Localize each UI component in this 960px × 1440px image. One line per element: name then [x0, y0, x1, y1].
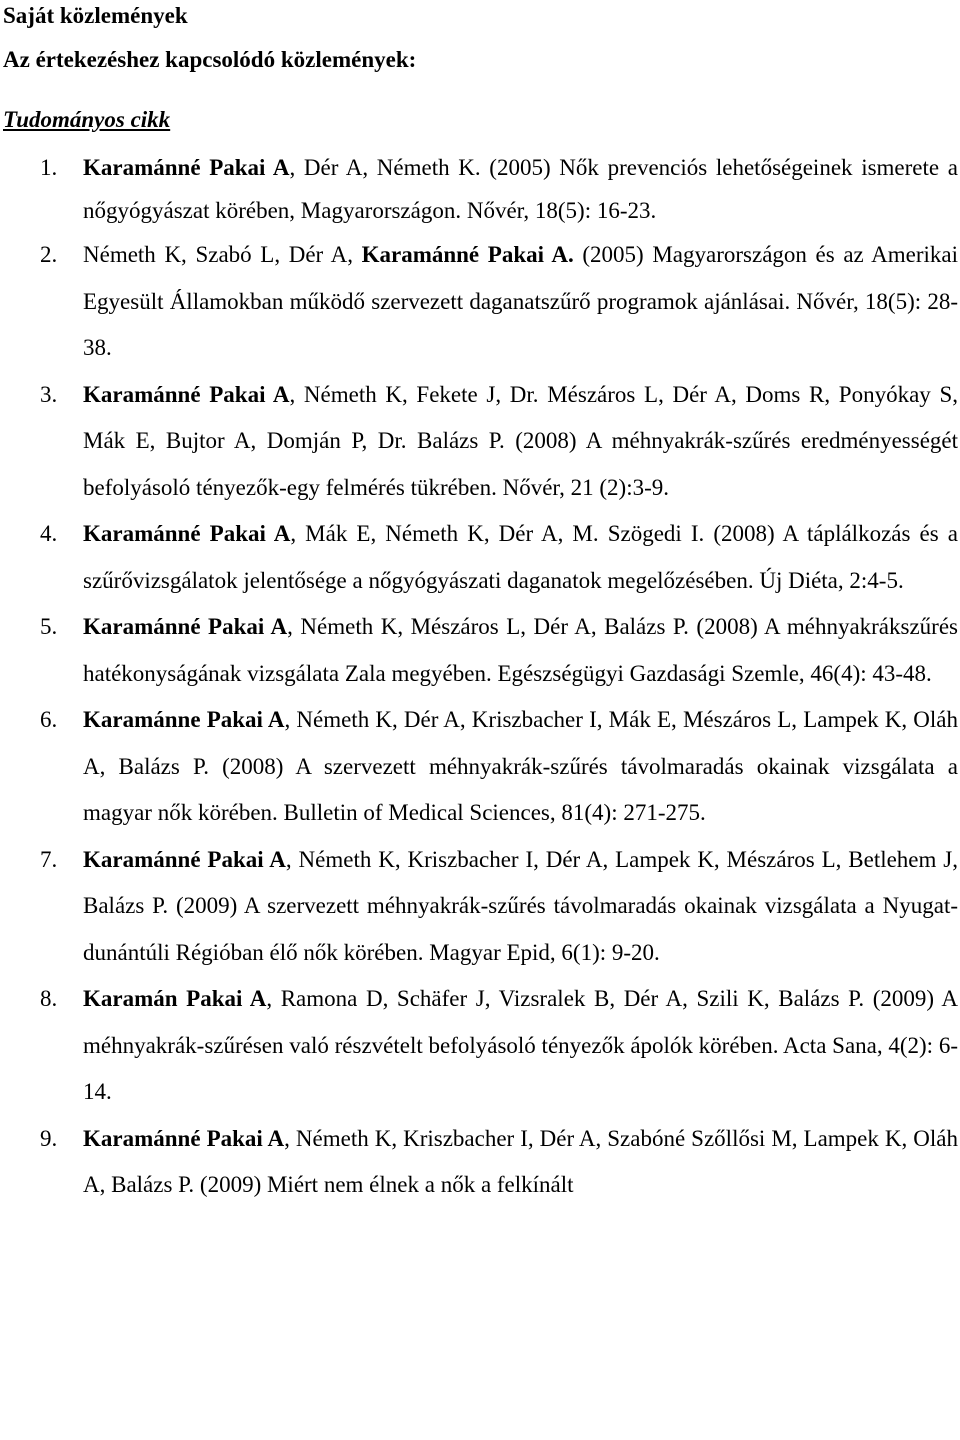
- publication-author-bold: Karamánné Pakai A: [83, 381, 290, 407]
- publication-author-bold: Karamánne Pakai A: [83, 707, 285, 732]
- publication-text: , Németh K, Dér A, Kriszbacher I, Mák E, Mészáros L, Lampek K, Oláh A, Balázs P. (2008) A szervezett méhnyakrák-szűrés távolmaradás okainak vizsgálata a magyar nők körében. Bulletin of Medical Sciences, 81(4): 271-275.: [83, 707, 958, 825]
- publication-item: [0, 976, 958, 1116]
- publication-number: 2.: [40, 242, 58, 267]
- publication-text: , Németh K, Fekete J, Dr. Mészáros L, Dér A, Doms R, Ponyókay S, Mák E, Bujtor A, Domján P, Dr. Balázs P. (2008) A méhnyakrák-szűrés eredményességét befolyásoló tényezők-egy felmérés tükrében. Nővér, 21 (2):3-9.: [83, 381, 959, 500]
- publication-item: [0, 372, 958, 512]
- publication-number: 6.: [40, 707, 58, 732]
- publication-author-bold: Karamánné Pakai A.: [361, 242, 574, 267]
- publication-author-bold: Karamánné Pakai A: [83, 155, 290, 180]
- publication-author-bold: Karamánné Pakai A: [83, 614, 288, 639]
- publication-item: [0, 604, 958, 697]
- publication-number: 5.: [40, 614, 58, 639]
- publication-author-bold: Karamánné Pakai A: [83, 1125, 285, 1151]
- publication-text: , Németh K, Kriszbacher I, Dér A, Szabóné Szőllősi M, Lampek K, Oláh A, Balázs P. (2009) Miért nem élnek a nők a felkínált: [83, 1125, 958, 1197]
- publication-text: , Németh K, Mészáros L, Dér A, Balázs P. (2008) A méhnyakrákszűrés hatékonyságának vizsgálata Zala megyében. Egészségügyi Gazdasági Szemle, 46(4): 43-48.: [83, 614, 958, 686]
- publication-list: [0, 146, 958, 1209]
- publication-number: 1.: [40, 155, 58, 180]
- publication-text: (2005) Magyarországon és az Amerikai Egyesült Államokban működő szervezett daganatszűrő programok ajánlásai. Nővér, 18(5): 28-38.: [83, 242, 958, 360]
- publication-item: [0, 1116, 958, 1209]
- publication-item: [0, 232, 958, 372]
- publication-item: [0, 511, 958, 604]
- publication-text-pre: Németh K, Szabó L, Dér A,: [83, 242, 362, 267]
- publication-number: 4.: [40, 521, 58, 546]
- publication-author-bold: Karamánné Pakai A: [83, 846, 286, 872]
- publication-number: 9.: [40, 1125, 58, 1151]
- publication-item: [0, 146, 958, 232]
- section-heading: Az értekezéshez kapcsolódó közlemények:: [3, 47, 417, 72]
- publication-text: , Dér A, Németh K. (2005) Nők prevenciós lehetőségeinek ismerete a nőgyógyászat körében, Magyarországon. Nővér, 18(5): 16-23.: [83, 155, 958, 223]
- publication-text: , Mák E, Németh K, Dér A, M. Szögedi I. (2008) A táplálkozás és a szűrővizsgálatok jelentősége a nőgyógyászati daganatok megelőzésében. Új Diéta, 2:4-5.: [83, 521, 958, 593]
- publication-text: , Németh K, Kriszbacher I, Dér A, Lampek K, Mészáros L, Betlehem J, Balázs P. (2009) A szervezett méhnyakrák-szűrés távolmaradás okainak vizsgálata a Nyugat-dunántúli Régióban élő nők körében. Magyar Epid, 6(1): 9-20.: [83, 846, 958, 965]
- publication-author-bold: Karamánné Pakai A: [83, 521, 291, 546]
- publication-text: , Ramona D, Schäfer J, Vizsralek B, Dér A, Szili K, Balázs P. (2009) A méhnyakrák-szűrésen való részvételt befolyásoló tényezők ápolók körében. Acta Sana, 4(2): 6-14.: [83, 986, 959, 1104]
- subsection-heading: Tudományos cikk: [3, 107, 171, 132]
- publication-number: 8.: [40, 986, 58, 1011]
- page-title: Saját közlemények: [3, 3, 188, 28]
- publication-number: 3.: [40, 381, 58, 407]
- publication-item: [0, 697, 958, 837]
- publication-author-bold: Karamán Pakai A: [83, 986, 267, 1011]
- publication-number: 7.: [40, 846, 58, 872]
- publication-item: [0, 837, 958, 977]
